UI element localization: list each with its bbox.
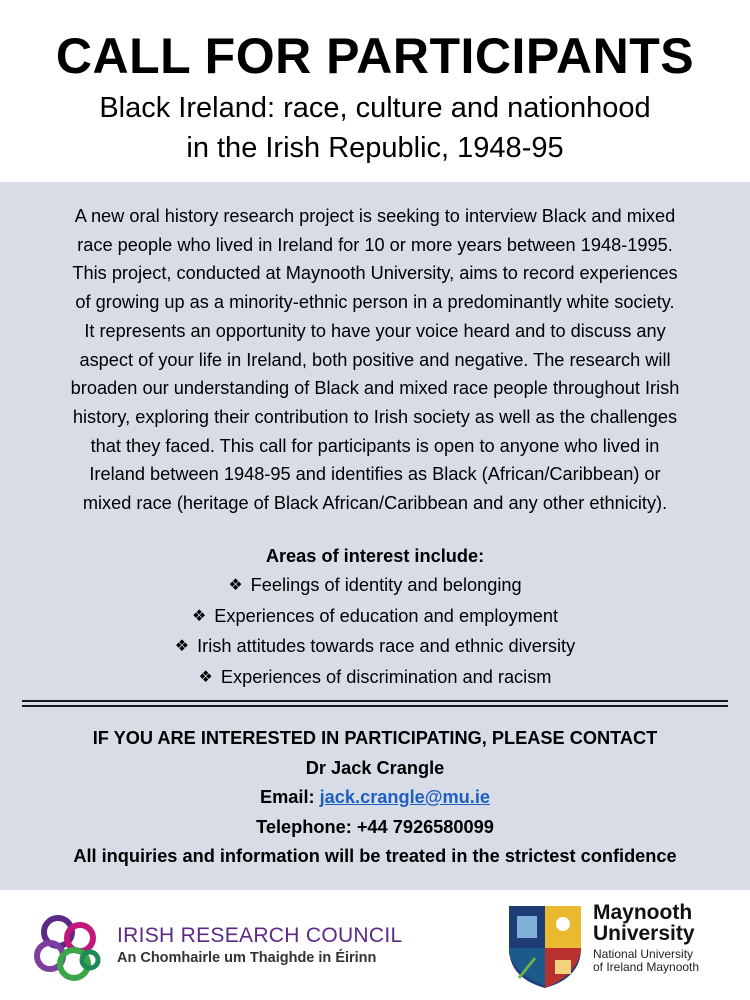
diamond-bullet-icon: ❖: [198, 669, 213, 687]
intro-line: that they faced. This call for participants is open to anyone who lived in: [90, 435, 660, 456]
subtitle: [0, 88, 750, 168]
subtitle-line: Black Ireland: race, culture and nationhood: [99, 92, 651, 124]
list-item: [0, 602, 750, 633]
contact-name: Dr Jack Crangle: [305, 757, 445, 778]
list-item-label: Feelings of identity and belonging: [250, 575, 522, 595]
subtitle-line: in the Irish Republic, 1948-95: [186, 132, 564, 164]
maynooth-name-line: University: [593, 922, 695, 945]
areas-heading: Areas of interest include:: [265, 546, 485, 566]
divider: [22, 700, 728, 702]
areas-list: [0, 571, 750, 694]
content-panel: [0, 182, 750, 890]
contact-telephone: Telephone: +44 7926580099: [256, 816, 494, 837]
intro-line: mixed race (heritage of Black African/Caribbean and any other ethnicity).: [82, 493, 668, 514]
list-item-label: Experiences of education and employment: [214, 605, 559, 626]
contact-heading: IF YOU ARE INTERESTED IN PARTICIPATING, PLEASE CONTACT: [92, 728, 658, 748]
intro-line: A new oral history research project is seeking to interview Black and mixed: [74, 206, 676, 226]
header: [0, 0, 750, 182]
maynooth-subtitle: [593, 948, 699, 974]
contact-block: [0, 724, 750, 872]
intro-line: broaden our understanding of Black and mixed race people throughout Irish: [70, 378, 680, 399]
intro-line: This project, conducted at Maynooth University, aims to record experiences: [72, 263, 678, 284]
divider: [22, 705, 728, 707]
intro-line: race people who lived in Ireland for 10 or more years between 1948-1995.: [77, 234, 673, 255]
list-item: [0, 663, 750, 694]
list-item: [0, 571, 750, 602]
intro-line: of growing up as a minority-ethnic person in a predominantly white society.: [75, 292, 675, 313]
footer: [0, 890, 750, 1000]
intro-paragraph: [20, 202, 730, 518]
intro-line: history, exploring their contribution to Irish society as well as the challenges: [72, 406, 678, 427]
irish-research-council-logo-icon: [28, 908, 110, 990]
diamond-bullet-icon: ❖: [174, 638, 190, 656]
intro-line: aspect of your life in Ireland, both positive and negative. The research will: [79, 349, 671, 370]
maynooth-subtitle-line: National University: [593, 947, 694, 961]
maynooth-crest-icon: [505, 902, 585, 990]
maynooth-name: [593, 902, 695, 944]
intro-line: Ireland between 1948-95 and identifies as Black (African/Caribbean) or: [89, 464, 661, 485]
email-label: Email:: [259, 787, 315, 807]
irc-name: IRISH RESEARCH COUNCIL: [117, 924, 403, 947]
contact-email-row: [0, 783, 750, 813]
list-item-label: Experiences of discrimination and racism: [220, 667, 552, 688]
confidentiality-note: All inquiries and information will be treated in the strictest confidence: [73, 846, 677, 866]
list-item-label: Irish attitudes towards race and ethnic diversity: [197, 636, 576, 657]
intro-line: It represents an opportunity to have your voice heard and to discuss any: [84, 320, 666, 341]
maynooth-name-line: Maynooth: [593, 901, 693, 924]
email-link[interactable]: jack.crangle@mu.ie: [319, 787, 491, 807]
page-title: CALL FOR PARTICIPANTS: [55, 28, 695, 84]
diamond-bullet-icon: ❖: [228, 577, 243, 594]
irc-irish-name: An Chomhairle um Thaighde in Éirinn: [117, 950, 377, 966]
diamond-bullet-icon: ❖: [191, 607, 207, 625]
list-item: [0, 632, 750, 663]
maynooth-subtitle-line: of Ireland Maynooth: [593, 960, 700, 974]
